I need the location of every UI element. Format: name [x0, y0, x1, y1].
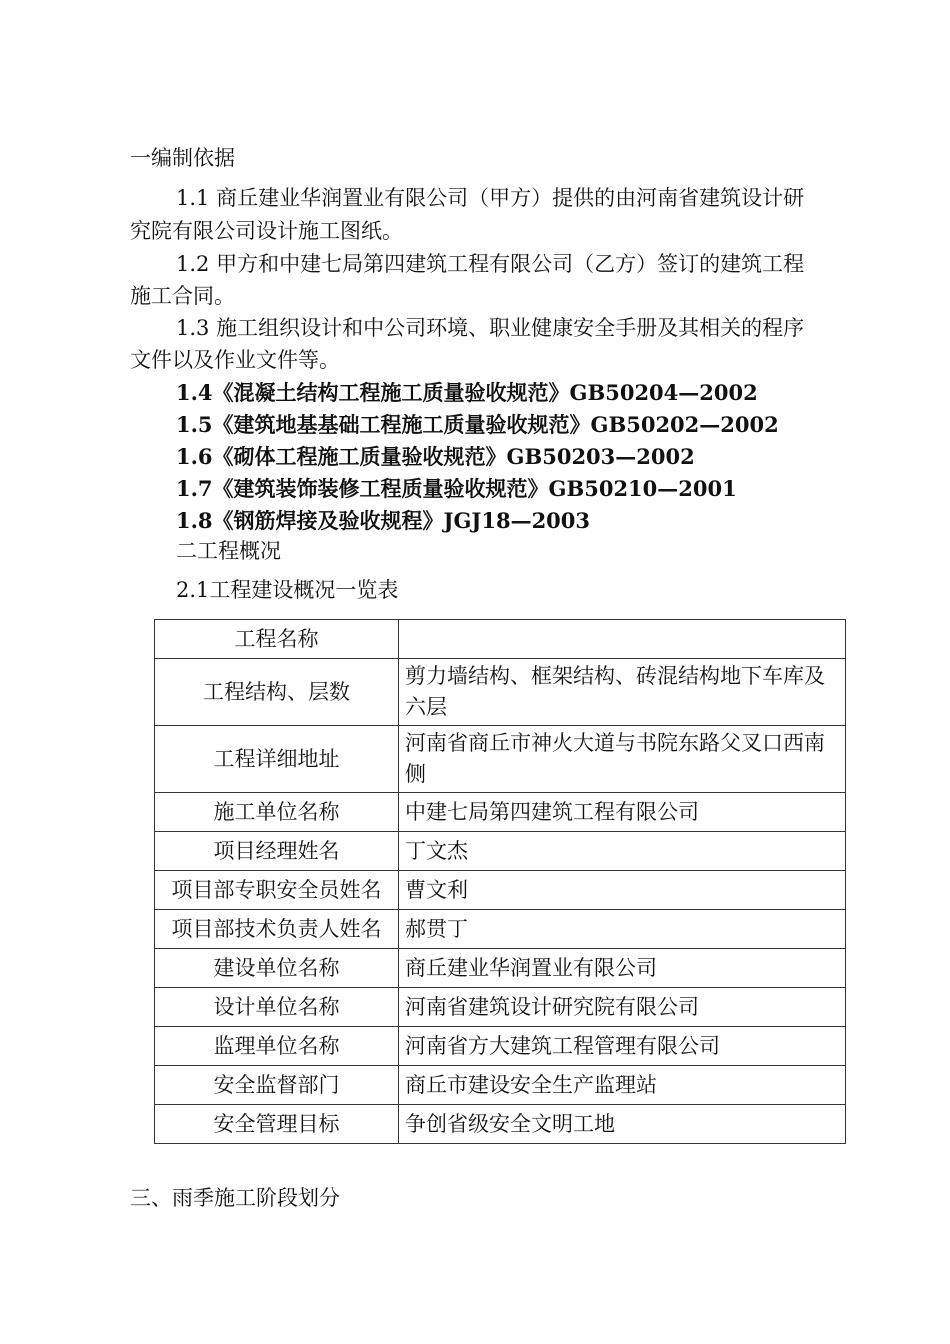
- table-value-cell: 曹文利: [399, 871, 846, 910]
- table-label-cell: 工程详细地址: [155, 726, 399, 793]
- table-value-cell: 商丘建业华润置业有限公司: [399, 949, 846, 988]
- table-label-cell: 设计单位名称: [155, 988, 399, 1027]
- table-row: [155, 726, 846, 793]
- table-row: [155, 793, 846, 832]
- standard-item-1-4: 1.4《混凝土结构工程施工质量验收规范》GB50204—2002: [176, 380, 758, 405]
- table-row: [155, 949, 846, 988]
- table-row: [155, 910, 846, 949]
- table-row: [155, 659, 846, 726]
- table-label-cell: 安全监督部门: [155, 1066, 399, 1105]
- table-row: [155, 620, 846, 659]
- table-value-cell: 河南省方大建筑工程管理有限公司: [399, 1027, 846, 1066]
- standard-item-1-6: 1.6《砌体工程施工质量验收规范》GB50203—2002: [176, 444, 695, 469]
- table-label-cell: 项目经理姓名: [155, 832, 399, 871]
- basis-item-1-line1: 1.1 商丘建业华润置业有限公司（甲方）提供的由河南省建筑设计研: [176, 186, 805, 210]
- table-row: [155, 1066, 846, 1105]
- table-value-cell: [399, 620, 846, 659]
- table-value-cell: 丁文杰: [399, 832, 846, 871]
- basis-item-2-line1: 1.2 甲方和中建七局第四建筑工程有限公司（乙方）签订的建筑工程: [176, 252, 805, 276]
- section3-heading: 三、雨季施工阶段划分: [130, 1186, 340, 1210]
- section1-heading: 一编制依据: [130, 146, 235, 170]
- table-label-cell: 项目部技术负责人姓名: [155, 910, 399, 949]
- table-label-cell: 建设单位名称: [155, 949, 399, 988]
- table-value-cell: 中建七局第四建筑工程有限公司: [399, 793, 846, 832]
- basis-item-1-line2: 究院有限公司设计施工图纸。: [130, 219, 403, 243]
- standard-item-1-7: 1.7《建筑装饰装修工程质量验收规范》GB50210—2001: [176, 476, 737, 501]
- table-value-cell: 争创省级安全文明工地: [399, 1105, 846, 1144]
- section2-subheading: 2.1工程建设概况一览表: [176, 578, 399, 602]
- table-label-cell: 工程名称: [155, 620, 399, 659]
- table-value-cell: 郝贯丁: [399, 910, 846, 949]
- table-value-cell: 河南省建筑设计研究院有限公司: [399, 988, 846, 1027]
- basis-item-2-line2: 施工合同。: [130, 284, 235, 308]
- table-value-cell: 商丘市建设安全生产监理站: [399, 1066, 846, 1105]
- basis-item-3-line1: 1.3 施工组织设计和中公司环境、职业健康安全手册及其相关的程序: [176, 316, 805, 340]
- table-row: [155, 832, 846, 871]
- table-row: [155, 988, 846, 1027]
- standard-item-1-5: 1.5《建筑地基基础工程施工质量验收规范》GB50202—2002: [176, 412, 779, 437]
- table-row: [155, 871, 846, 910]
- table-label-cell: 监理单位名称: [155, 1027, 399, 1066]
- project-overview-table: [154, 619, 846, 1144]
- table-label-cell: 施工单位名称: [155, 793, 399, 832]
- table-label-cell: 工程结构、层数: [155, 659, 399, 726]
- table-label-cell: 安全管理目标: [155, 1105, 399, 1144]
- table-value-cell: 剪力墙结构、框架结构、砖混结构地下车库及六层: [399, 659, 846, 726]
- standard-item-1-8: 1.8《钢筋焊接及验收规程》JGJ18—2003: [176, 508, 591, 533]
- table-row: [155, 1027, 846, 1066]
- table-value-cell: 河南省商丘市神火大道与书院东路父叉口西南侧: [399, 726, 846, 793]
- basis-item-3-line2: 文件以及作业文件等。: [130, 348, 340, 372]
- table-label-cell: 项目部专职安全员姓名: [155, 871, 399, 910]
- section2-heading: 二工程概况: [176, 539, 281, 563]
- table-row: [155, 1105, 846, 1144]
